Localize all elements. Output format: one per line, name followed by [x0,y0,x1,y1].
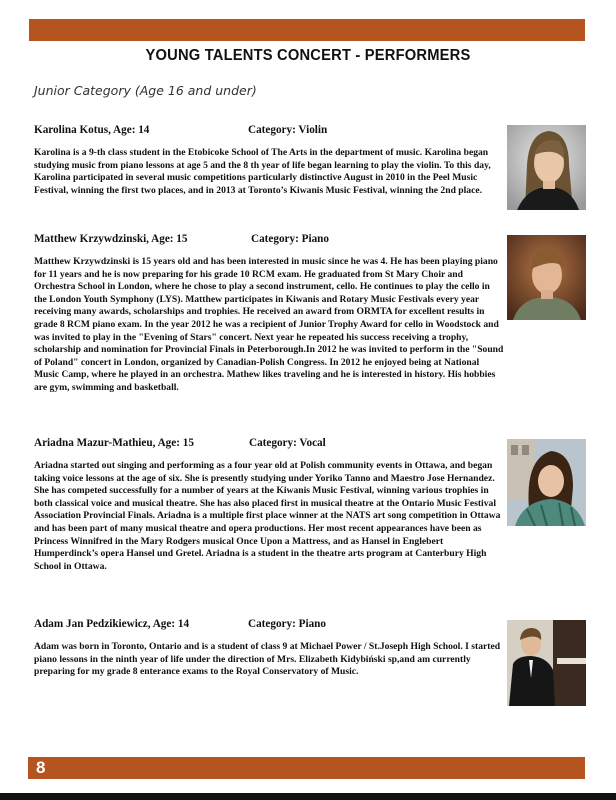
performer-bio: Karolina is a 9-th class student in the Etobicoke School of The Arts in the department of music. Karolina began studying music from piano lessons at age 5 and the 8 th year of life began learning to play the violin. To this day, Karolina participated in several music competitions particularly distinctive August in 2010 in the Peel Music Festival, winning the first two places, and in 2013 at Toronto’s Kiwanis Music Festival, winning the 2nd place. [34,147,491,196]
performer-adam [34,618,504,679]
performer-matthew [34,233,504,395]
bottom-dark-strip [0,793,616,800]
bottom-accent-bar [28,757,585,779]
performer-ariadna [34,437,504,573]
page-title: YOUNG TALENTS CONCERT - PERFORMERS [145,47,471,64]
performer-name: Ariadna Mazur-Mathieu, Age: 15 [34,437,194,449]
performer-bio: Adam was born in Toronto, Ontario and is a student of class 9 at Michael Power / St.Joseph High School. I started piano lessons in the ninth year of life under the direction of Mrs. Elizabeth Kidybiński sp,and am currently preparing for my grade 8 enterance exams to the Royal Conservatory of Music. [34,641,501,678]
photo-karolina [507,125,586,210]
performer-karolina [34,124,504,197]
performer-heading [34,618,504,632]
performer-name: Adam Jan Pedzikiewicz, Age: 14 [34,618,190,630]
photo-ariadna [507,439,586,526]
performer-heading [34,124,504,138]
photo-matthew [507,235,586,320]
top-accent-bar [29,19,585,41]
performer-category: Category: Piano [251,233,329,245]
performer-category: Category: Violin [248,124,328,136]
performer-category: Category: Vocal [249,437,326,449]
page-number: 8 [36,758,46,777]
section-subtitle: Junior Category (Age 16 and under) [34,83,257,98]
performer-name: Karolina Kotus, Age: 14 [34,124,150,136]
performer-bio: Matthew Krzywdzinski is 15 years old and has been interested in music since he was 4. He has been playing piano for 11 years and he is now preparing for his grade 10 RCM exam. He graduated from St Mary Choir and Orchestra School in London, where he chose to play a second instrument, cello. He continues to play the cello in the London Youth Symphony (LYS). Matthew participates in Kiwanis and Rotary Music Festivals every year receiving many awards, scholarships and trophies. He received an award from ORMTA for excellent results in grade 8 RCM piano exam. In the year 2012 he was a recipient of Junior Trophy Award for cello in Woodstock and was invited to play in the "Evening of Stars" concert. Next year he repeated his success receiving a trophy, scholarship and nomination for Provincial Finals in Peterborough.In 2012 he was invited to perform in the "Sound of Poland" concert in London, organized by Canadian-Polish Congress. In 2012 he enjoyed being at National Music Camp, where he played in an orchestra. Mathew likes traveling and he is interested in history. His hobbies are gym, swimming and basketball. [34,256,504,393]
performer-heading [34,233,504,247]
photo-adam [507,620,586,706]
performer-category: Category: Piano [248,618,326,630]
performer-bio: Ariadna started out singing and performing as a four year old at Polish community events in Ottawa, and began taking voice lessons at the age of six. She is presently studying under Yoriko Tanno and Maestro Jose Hernandez. She has competed successfully for a number of years at the Kiwanis Music Festival, winning various trophies in both classical voice and musical theatre. She has also placed first in musical theatre at the Ontario Music Festival Association Provincial Finals. Ariadna is a multiple first place winner at the NATS art song competition in Ottawa and has been part of many musical theatre and opera productions. Her most recent appearances have been as Princess Winnifred in the Mary Rodgers musical Once Upon a Mattress, and as Hansel in Englebert Humperdinck’s opera Hansel und Gretel. Ariadna is a student in the theatre arts program at Canterbury High School in Ottawa. [34,460,501,572]
performer-heading [34,437,504,451]
performer-name: Matthew Krzywdzinski, Age: 15 [34,233,188,245]
